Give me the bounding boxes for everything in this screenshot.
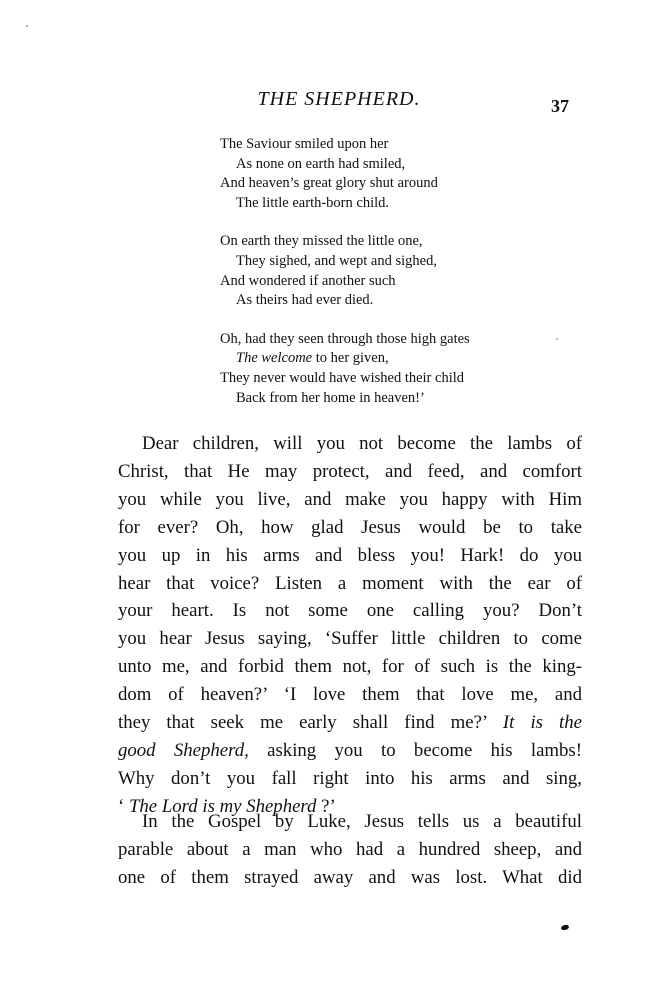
prose-line: unto me, and forbid them not, for of such is the king- xyxy=(118,656,582,678)
poem-line: They sighed, and wept and sighed, xyxy=(236,252,437,269)
poem-stanza-1 xyxy=(220,135,470,213)
poem-stanza-2 xyxy=(220,232,470,310)
prose-line: one of them strayed away and was lost. What did xyxy=(118,866,582,888)
prose-line: Christ, that He may protect, and feed, and comfort xyxy=(118,460,582,482)
prose-line: you up in his arms and bless you! Hark! do you xyxy=(118,544,582,566)
prose-line xyxy=(118,737,582,765)
prose-line: you while you live, and make you happy with Him xyxy=(118,488,582,510)
prose-line: In the Gospel by Luke, Jesus tells us a beautiful xyxy=(142,811,582,832)
prose-line: you hear Jesus saying, ‘Suffer little children to come xyxy=(118,628,582,650)
prose-line xyxy=(118,709,582,737)
close-quote: ?’ xyxy=(321,795,336,817)
italic-phrase: It is the xyxy=(502,712,582,734)
prose-line: for ever? Oh, how glad Jesus would be to take xyxy=(118,516,582,538)
poem xyxy=(220,135,470,427)
speck-mark xyxy=(26,25,28,27)
italic-phrase: good Shepherd, xyxy=(118,739,249,761)
prose-line: Dear children, will you not become the lambs of xyxy=(142,433,582,454)
prose-line: hear that voice? Listen a moment with the ear of xyxy=(118,572,582,594)
prose-line-text: asking you to become his lambs! xyxy=(267,739,582,761)
poem-line: As theirs had ever died. xyxy=(236,292,374,309)
prose-line: dom of heaven?’ ‘I love them that love me, and xyxy=(118,684,582,706)
poem-line: The little earth-born child. xyxy=(236,194,390,211)
poem-line: The Saviour smiled upon her xyxy=(220,136,389,152)
poem-line: And heaven’s great glory shut around xyxy=(220,175,438,192)
speck-mark xyxy=(556,338,558,340)
ink-blot-mark xyxy=(560,924,569,931)
prose-line-text: they that seek me early shall find me?’ xyxy=(118,712,487,734)
poem-line: Oh, had they seen through those high gates xyxy=(220,330,470,347)
poem-line: As none on earth had smiled, xyxy=(236,155,406,172)
prose-line: parable about a man who had a hundred sheep, and xyxy=(118,838,582,860)
poem-line xyxy=(220,349,470,369)
poem-line-rest: to her given, xyxy=(315,350,389,367)
poem-line: On earth they missed the little one, xyxy=(220,233,423,250)
open-quote: ‘ xyxy=(118,795,125,817)
poem-line: They never would have wished their child xyxy=(220,369,465,386)
poem-stanza-3 xyxy=(220,330,470,408)
italic-phrase: The Lord is my Shepherd xyxy=(128,795,317,817)
running-title: THE SHEPHERD. xyxy=(257,88,421,110)
prose-line: your heart. Is not some one calling you? Don’t xyxy=(118,600,582,622)
poem-line: Back from her home in heaven!’ xyxy=(236,389,425,406)
poem-line: And wondered if another such xyxy=(220,272,396,289)
poem-italic-phrase: The welcome xyxy=(236,350,313,367)
page-number: 37 xyxy=(551,96,569,116)
prose-line: Why don’t you fall right into his arms and sing, xyxy=(118,767,582,789)
paragraph-2 xyxy=(118,808,582,892)
paragraph-1 xyxy=(118,430,582,821)
